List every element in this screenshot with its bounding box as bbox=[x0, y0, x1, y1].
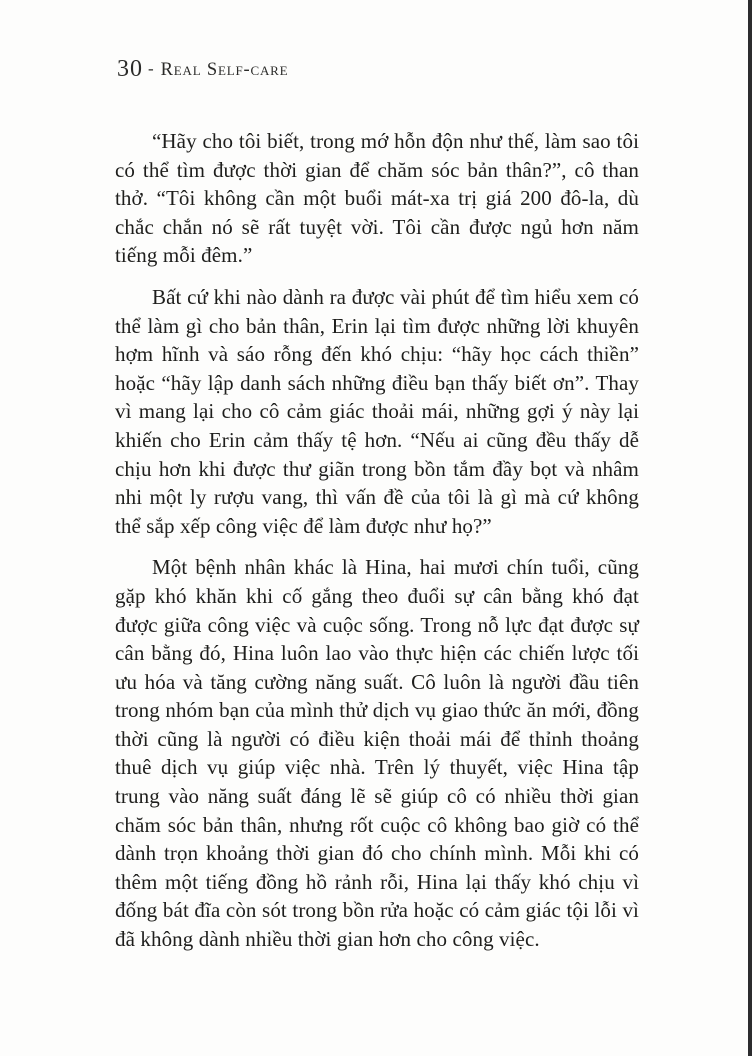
paragraph: “Hãy cho tôi biết, trong mớ hỗn độn như thế, làm sao tôi có thể tìm được thời gian để chăm sóc bản thân?”, cô than thở. “Tôi không cần một buổi mát-xa trị giá 200 đô-la, dù chắc chắn nó sẽ rất tuyệt vời. Tôi cần được ngủ hơn năm tiếng mỗi đêm.” bbox=[115, 129, 639, 268]
header-separator: - bbox=[148, 59, 154, 78]
paragraph: Một bệnh nhân khác là Hina, hai mươi chín tuổi, cũng gặp khó khăn khi cố gắng theo đuổi sự cân bằng khó đạt được giữa công việc và cuộc sống. Trong nỗ lực đạt được sự cân bằng đó, Hina luôn lao vào thực hiện các chiến lược tối ưu hóa và tăng cường năng suất. Cô luôn là người đầu tiên trong nhóm bạn của mình thử dịch vụ giao thức ăn mới, đồng thời cũng là người có điều kiện thoải mái để thỉnh thoảng thuê dịch vụ giúp việc nhà. Trên lý thuyết, việc Hina tập trung vào năng suất đáng lẽ sẽ giúp cô có nhiều thời gian chăm sóc bản thân, nhưng rốt cuộc cô không bao giờ có thể dành trọn khoảng thời gian đó cho chính mình. Mỗi khi có thêm một tiếng đồng hồ rảnh rỗi, Hina lại thấy khó chịu vì đống bát đĩa còn sót trong bồn rửa hoặc có cảm giác tội lỗi vì đã không dành nhiều thời gian hơn cho công việc. bbox=[115, 555, 639, 952]
page-number: 30 bbox=[117, 56, 143, 82]
page-edge-shadow bbox=[748, 0, 752, 1056]
page-header bbox=[117, 56, 288, 83]
paragraph: Bất cứ khi nào dành ra được vài phút để tìm hiểu xem có thể làm gì cho bản thân, Erin lại tìm được những lời khuyên hợm hĩnh và sáo rỗng đến khó chịu: “hãy học cách thiền” hoặc “hãy lập danh sách những điều bạn thấy biết ơn”. Thay vì mang lại cho cô cảm giác thoải mái, những gợi ý này lại khiến cho Erin cảm thấy tệ hơn. “Nếu ai cũng đều thấy dễ chịu hơn khi được thư giãn trong bồn tắm đầy bọt và nhâm nhi một ly rượu vang, thì vấn đề của tôi là gì mà cứ không thể sắp xếp công việc để làm được như họ?” bbox=[115, 284, 639, 538]
book-title: Real Self-care bbox=[160, 60, 289, 80]
page-body bbox=[115, 127, 639, 967]
